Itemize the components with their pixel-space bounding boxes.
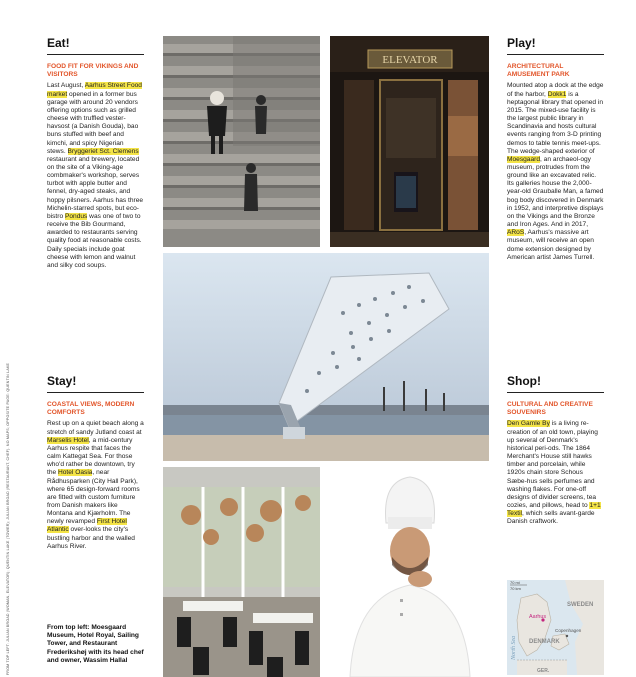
venue-sct-clemens: Bryggeriet Sct. Clemens bbox=[67, 147, 139, 155]
venue-dokk1: Dokk1 bbox=[547, 90, 567, 98]
eat-body: Last August, Aarhus Street Food market opened in a former bus garage with around 20 vendors offering options such as grilled cheese with truffled vester-havsost (a Danish Gouda), bao buns stuffed with beef and kimchi, and spicy Nigerian stews. Bryggeriet Sct. Clemens restaurant and brewery, located on the site of a Viking-age combmaker's workshop, serves turbot with apple butter and fennel, dry-aged steaks, and hoppy pilsners. Aarhus has three Michelin-starred spots, but eco-bistro Pondus was one of two to receive the Bib Gourmand, awarded to restaurants serving quality food at reasonable costs. Daily specials include goat cheese with lemon and walnut and silky cod soups. bbox=[47, 82, 144, 269]
photo-chef bbox=[330, 467, 489, 677]
photo-moesgaard-stairs bbox=[163, 36, 320, 247]
venue-first-hotel-atlantic: First Hotel Atlantic bbox=[47, 518, 127, 534]
elevator-sign-text: ELEVATOR bbox=[382, 54, 438, 66]
play-section bbox=[507, 36, 604, 262]
locator-map bbox=[507, 580, 604, 675]
photo-caption: From top left: Moesgaard Museum, Hotel Royal, Sailing Tower, and Restaurant Frederikshøj with its head chef and owner, Wassim Hallal bbox=[47, 624, 144, 664]
map-city-copenhagen: Copenhagen bbox=[555, 628, 582, 633]
photo-credit: FROM TOP LEFT: JULIAN BROAD (WOMAN, ELEVATOR); QUENTIN LAKE (TOWER); JULIAN BROAD (RESTAURANT, CHEF). NO MAPS; OPPOSITE PAGE: QUENTIN LAKE bbox=[6, 362, 10, 675]
venue-hotel-oasia: Hotel Oasia bbox=[58, 469, 93, 477]
stay-heading: Stay! bbox=[47, 374, 144, 393]
shop-body: Den Gamle By is a living re-creation of an old town, playing up several of Denmark's historical peri-ods. The 1864 Merchant's House still hawks timber and porcelain, while 1920s chain store Schous Sæbe-hus sells perfumes and washing flakes. For one-off designs of divider screens, tea cozies, and pillows, head to 1+1 Textil, which sells avant-garde Danish craftwork. bbox=[507, 420, 601, 526]
eat-heading: Eat! bbox=[47, 36, 144, 55]
play-subhead: ARCHITECTURAL AMUSEMENT PARK bbox=[507, 63, 570, 79]
photo-restaurant bbox=[163, 467, 320, 677]
map-country-denmark: DENMARK bbox=[529, 639, 560, 645]
map-scale-km: 70 km bbox=[510, 586, 521, 591]
map-country-sweden: SWEDEN bbox=[567, 602, 594, 608]
photo-sailing-tower bbox=[163, 253, 489, 461]
play-heading: Play! bbox=[507, 36, 604, 55]
eat-subhead: FOOD FIT FOR VIKINGS AND VISITORS bbox=[47, 63, 139, 79]
stay-body: Rest up on a quiet beach along a stretch of sandy Jutland coast at Marselis Hotel, a mid-century Aarhus respite that faces the calm Kattegat Sea. For those who'd rather be downtown, try the Hotel Oasia, near Rådhusparken (City Hall Park), where 65 design-forward rooms are fitted with custom furniture from Danish makers like Montana and Kjærholm. The newly revamped First Hotel Atlantic over-looks the city's bustling harbor and the walled Aarhus River. bbox=[47, 420, 144, 550]
venue-marselis-hotel: Marselis Hotel bbox=[47, 436, 89, 444]
photo-elevator bbox=[330, 36, 489, 247]
stay-subhead: COASTAL VIEWS, MODERN COMFORTS bbox=[47, 401, 135, 417]
venue-pondus: Pondus bbox=[64, 212, 88, 220]
venue-moesgaard: Moesgaard bbox=[507, 155, 540, 163]
venue-aarhus-street-food: Aarhus Street Food market bbox=[47, 82, 142, 98]
map-sea-label: North Sea bbox=[511, 635, 517, 660]
play-body: Mounted atop a dock at the edge of the harbor, Dokk1 is a heptagonal library that opened in 2015. The mixed-use facility is the largest public library in Scandinavia and hosts cultural events ranging from 3-D printing demos to table tennis meet-ups. The wedge-shaped exterior of Moesgaard, an archaeol-ogy museum, protrudes from the ground like an excavated relic. Its galleries house the 2,000-year-old Grauballe Man, a famed bog body discovered in Denmark in 1952, and interpretive displays on the Vikings and the Bronze and Iron Ages. And in 2017, ARoS, Aarhus's massive art museum, will receive an open dome extension designed by American artist James Turrell. bbox=[507, 82, 604, 261]
map-scale-mi: 70 mi bbox=[510, 580, 520, 585]
stay-section bbox=[47, 374, 144, 551]
map-city-aarhus: Aarhus bbox=[529, 614, 547, 620]
shop-section bbox=[507, 374, 604, 526]
shop-subhead: CULTURAL AND CREATIVE SOUVENIRS bbox=[507, 401, 593, 417]
eat-section bbox=[47, 36, 144, 270]
shop-heading: Shop! bbox=[507, 374, 604, 393]
venue-aros: ARoS bbox=[507, 229, 525, 237]
venue-1plus1-textil: 1+1 Textil bbox=[507, 501, 601, 518]
venue-den-gamle-by: Den Gamle By bbox=[507, 420, 550, 428]
map-country-germany: GER. bbox=[537, 668, 550, 674]
